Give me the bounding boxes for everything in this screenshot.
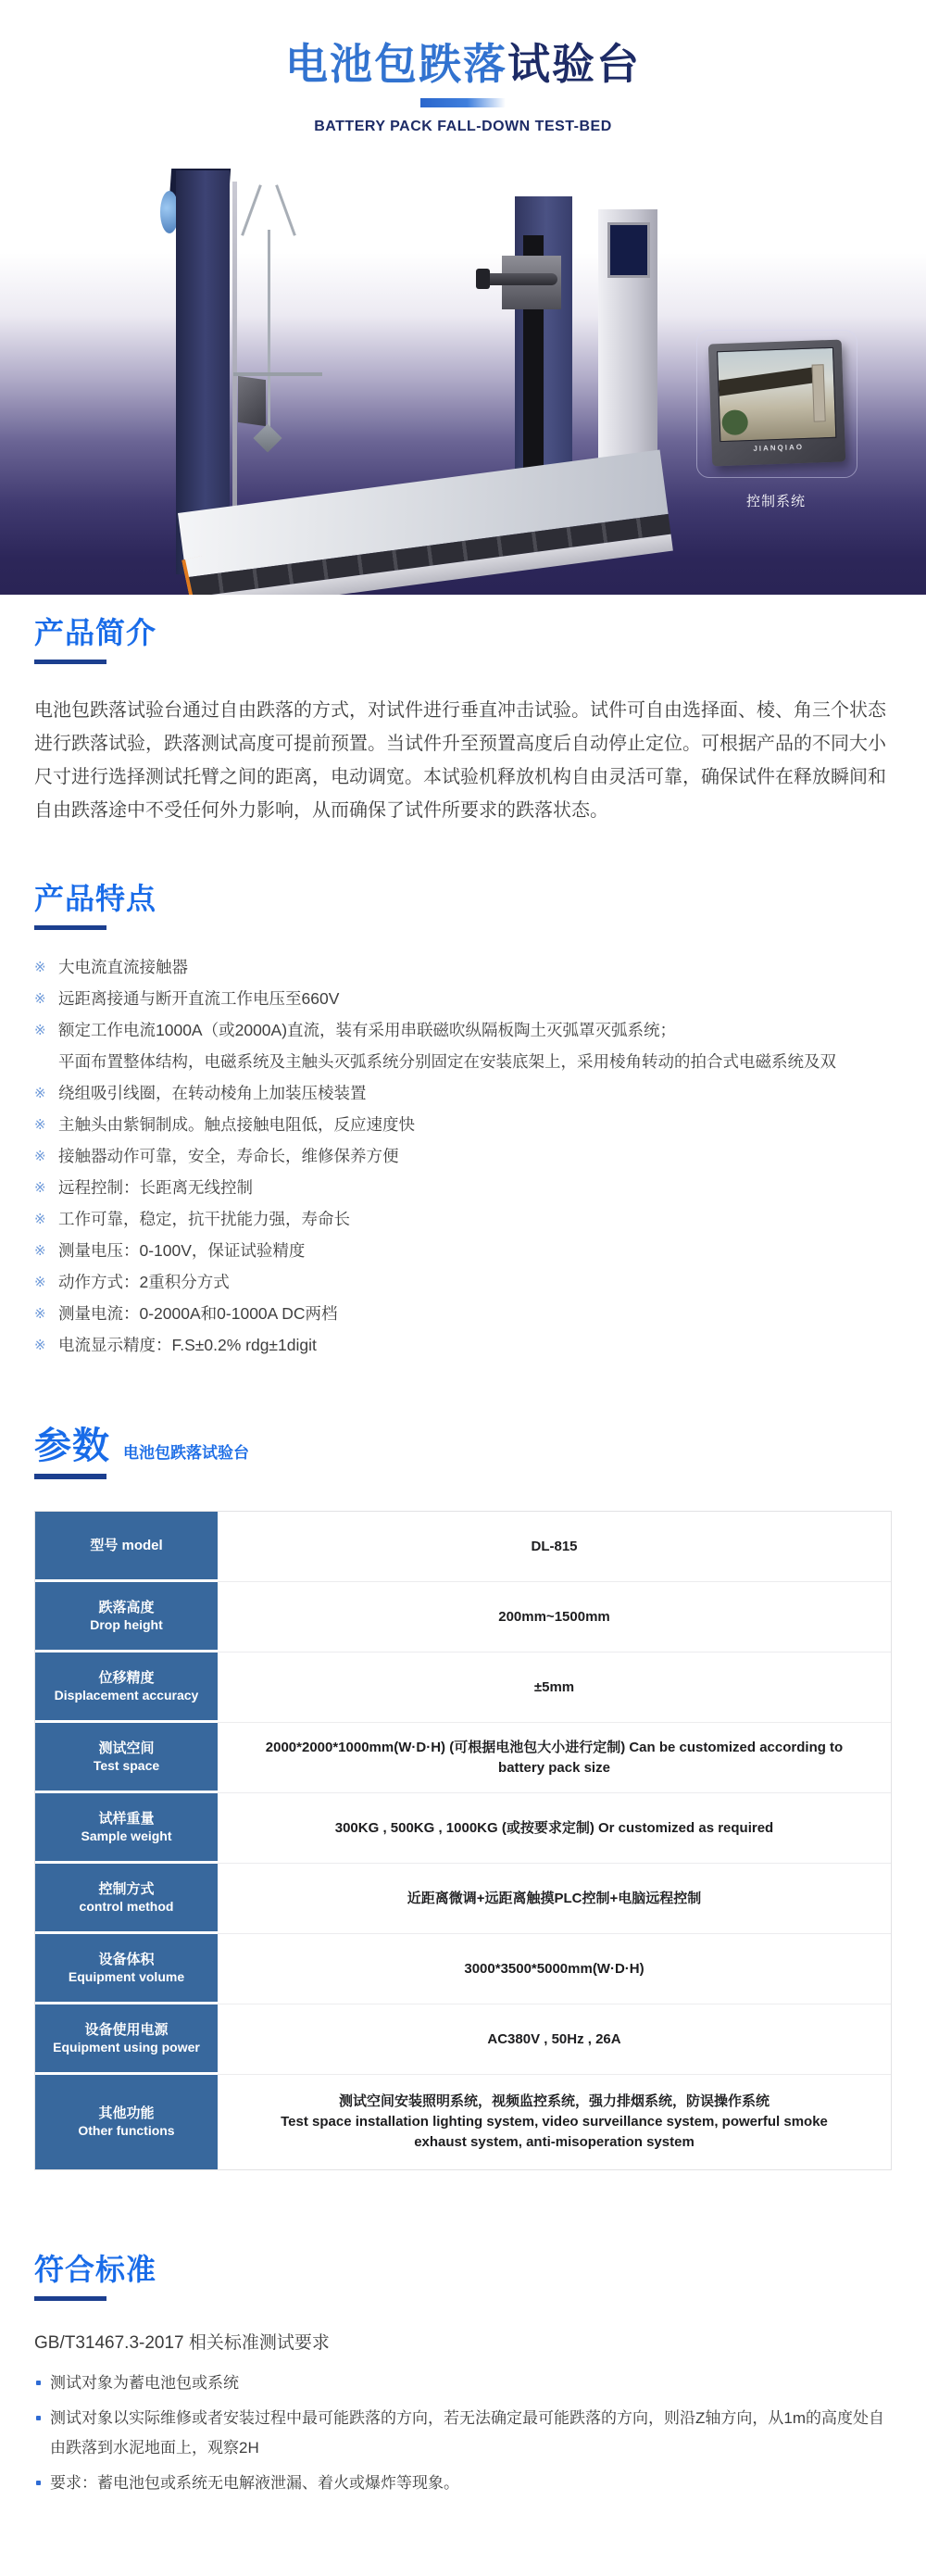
bullet-dot-icon [36, 2416, 41, 2420]
feature-marker-icon: ※ [34, 1243, 46, 1259]
feature-text: 绕组吸引线圈，在转动棱角上加装压棱装置 [58, 1084, 367, 1102]
feature-item [34, 1147, 892, 1166]
standards-underline [34, 2296, 106, 2301]
photo-bush [722, 409, 748, 435]
feature-item [34, 1336, 892, 1355]
feature-text: 动作方式：2重积分方式 [58, 1273, 230, 1291]
row-label-en: Equipment volume [68, 1968, 185, 1984]
row-value [218, 1934, 891, 2004]
title-accent-bar [420, 98, 506, 107]
table-row [35, 2004, 891, 2075]
clamp-cylinder [483, 273, 557, 285]
hanger-crossarm [233, 372, 322, 376]
row-label-en: Sample weight [81, 1828, 172, 1843]
row-value-cn: 测试空间安装照明系统，视频监控系统，强力排烟系统，防误操作系统 [338, 2093, 770, 2109]
feature-text: 主触头由紫铜制成。触点接触电阻低，反应速度快 [58, 1115, 415, 1134]
feature-item [34, 1304, 892, 1324]
standard-item [34, 2369, 892, 2398]
row-label-cn: 跌落高度 [98, 1599, 155, 1615]
feature-item [34, 1241, 892, 1261]
section-parameters [0, 1424, 926, 2170]
row-value-cn: AC380V , 50Hz , 26A [487, 2030, 621, 2047]
photo-banner [812, 364, 826, 421]
row-label-en: Equipment using power [53, 2039, 200, 2055]
feature-marker-icon: ※ [34, 1275, 46, 1290]
bullet-dot-icon [36, 2481, 41, 2485]
features-list [34, 958, 892, 1355]
control-monitor [708, 340, 846, 467]
row-value [218, 2075, 891, 2169]
page-subtitle: BATTERY PACK FALL-DOWN TEST-BED [314, 119, 612, 134]
feature-text: 平面布置整体结构，电磁系统及主触头灭弧系统分别固定在安装底架上，采用棱角转动的拍合式电磁系统及双 [58, 1052, 836, 1071]
feature-item [34, 1084, 892, 1103]
feature-marker-icon: ※ [34, 1338, 46, 1353]
row-value-cn: 200mm~1500mm [498, 1608, 610, 1625]
feature-item [34, 1210, 892, 1229]
standard-text: 测试对象以实际维修或者安装过程中最可能跌落的方向，若无法确定最可能跌落的方向，则沿Z轴方向，从1m的高度处自由跌落到水泥地面上，观察2H [50, 2409, 884, 2457]
feature-marker-icon: ※ [34, 1117, 46, 1133]
bullet-dot-icon [36, 2381, 41, 2385]
feature-marker-icon: ※ [34, 1212, 46, 1227]
feature-item [34, 1178, 892, 1198]
feature-marker-icon: ※ [34, 1180, 46, 1196]
row-label-cn: 其他功能 [98, 2105, 155, 2121]
intro-paragraph: 电池包跌落试验台通过自由跌落的方式，对试件进行垂直冲击试验。试件可自由选择面、棱、角三个状态进行跌落试验，跌落测试高度可提前预置。当试件升至预置高度后自动停止定位。可根据产品的不同大小尺寸进行选择测试托臂之间的距离，电动调宽。本试验机释放机构自由灵活可靠，确保试件在释放瞬间和自由跌落途中不受任何外力影响，从而确保了试件所要求的跌落状态。 [34, 700, 886, 821]
row-label-cn: 设备体积 [98, 1951, 155, 1967]
row-label [35, 1652, 218, 1723]
table-row [35, 1934, 891, 2004]
feature-item [34, 958, 892, 977]
page-header [0, 0, 926, 135]
feature-marker-icon: ※ [34, 991, 46, 1007]
row-value [218, 1793, 891, 1864]
row-label-cn: 试样重量 [98, 1810, 155, 1827]
standard-item [34, 2404, 892, 2463]
monitor-brand-label: JIANQIAO [753, 443, 805, 453]
feature-text: 接触器动作可靠，安全，寿命长，维修保养方便 [58, 1147, 399, 1165]
row-value-cn: 300KG , 500KG , 1000KG (或按要求定制) Or customized as required [334, 1819, 774, 1836]
row-value-cn: ±5mm [533, 1678, 575, 1695]
page-title [0, 39, 926, 89]
row-label [35, 1864, 218, 1934]
row-label [35, 1723, 218, 1793]
standard-text: 测试对象为蓄电池包或系统 [50, 2374, 239, 2392]
page-title-accent: 电池包跌落 [285, 40, 507, 88]
row-label [35, 1934, 218, 2004]
row-value [218, 1723, 891, 1793]
row-value-cn: 3000*3500*5000mm(W·D·H) [464, 1960, 644, 1977]
row-value [218, 1512, 891, 1582]
feature-text: 大电流直流接触器 [58, 958, 188, 976]
row-label-en: Test space [93, 1757, 160, 1773]
parameters-subheading: 电池包跌落试验台 [123, 1444, 249, 1462]
standards-intro: GB/T31467.3-2017 相关标准测试要求 [34, 2333, 330, 2353]
section-product-features [0, 879, 926, 1355]
row-value-cn: 近距离微调+远距离触摸PLC控制+电脑远程控制 [407, 1890, 702, 1906]
feature-item [34, 1115, 892, 1135]
section-product-intro [0, 613, 926, 827]
row-value [218, 2004, 891, 2075]
row-value-en: Test space installation lighting system, video surveillance system, powerful smoke exhaust system, anti-misoperation system [281, 2114, 828, 2150]
control-system-caption: 控制系统 [745, 494, 806, 509]
features-heading: 产品特点 [34, 882, 157, 915]
feature-item-continuation [34, 1052, 892, 1072]
row-value-cn: DL-815 [531, 1538, 578, 1554]
feature-text: 测量电压：0-100V，保证试验精度 [58, 1241, 306, 1260]
row-label [35, 1793, 218, 1864]
features-underline [34, 925, 106, 930]
row-value [218, 1652, 891, 1723]
row-label-cn: 控制方式 [98, 1880, 155, 1897]
feature-text: 额定工作电流1000A（或2000A)直流，装有采用串联磁吹纵隔板陶土灭弧罩灭弧系统； [58, 1021, 677, 1039]
hanger-arm-left [241, 184, 262, 236]
table-row [35, 1652, 891, 1723]
hanger-rod [268, 230, 270, 435]
hanger-arm-right [275, 184, 296, 236]
row-value [218, 1864, 891, 1934]
standards-heading: 符合标准 [34, 2253, 157, 2286]
feature-text: 远程控制：长距离无线控制 [58, 1178, 253, 1197]
row-label-cn: 测试空间 [98, 1740, 155, 1756]
standard-item [34, 2469, 892, 2498]
parameters-underline [34, 1474, 106, 1479]
parameters-table [34, 1511, 892, 2170]
row-label [35, 2075, 218, 2169]
feature-marker-icon: ※ [34, 1306, 46, 1322]
feature-marker-icon: ※ [34, 1086, 46, 1101]
row-label-cn: 位移精度 [98, 1669, 155, 1686]
page-title-rest: 试验台 [507, 40, 641, 88]
row-value-cn: 2000*2000*1000mm(W·D·H) (可根据电池包大小进行定制) Can be customized according to battery pack size [265, 1739, 844, 1776]
product-hero-image [0, 145, 926, 595]
parameters-heading-row [34, 1424, 892, 1468]
hanger-pendant [253, 423, 282, 452]
feature-marker-icon: ※ [34, 960, 46, 975]
row-label-en: control method [79, 1898, 174, 1914]
row-label-en: Drop height [90, 1616, 163, 1632]
feature-item [34, 1021, 892, 1040]
intro-heading: 产品简介 [34, 616, 157, 649]
row-label-cn: 设备使用电源 [84, 2021, 169, 2038]
intro-underline [34, 660, 106, 664]
pedestal-screen [607, 222, 650, 278]
table-row [35, 1864, 891, 1934]
table-row [35, 1723, 891, 1793]
section-standards [0, 2250, 926, 2498]
clamp-cylinder-knob [476, 269, 490, 289]
feature-item [34, 989, 892, 1009]
feature-text: 电流显示精度：F.S±0.2% rdg±1digit [58, 1336, 317, 1354]
hanger-clamp-plate [238, 376, 266, 426]
row-label-cn: 型号 model [90, 1538, 163, 1553]
row-label [35, 1582, 218, 1652]
feature-text: 测量电流：0-2000A和0-1000A DC两档 [58, 1304, 338, 1323]
feature-item [34, 1273, 892, 1292]
control-monitor-callout [696, 330, 857, 478]
table-row [35, 1793, 891, 1864]
feature-text: 远距离接通与断开直流工作电压至660V [58, 989, 340, 1008]
row-value [218, 1582, 891, 1652]
row-label [35, 1512, 218, 1582]
row-label-en: Other functions [78, 2123, 175, 2138]
row-label [35, 2004, 218, 2075]
photo-awning [719, 367, 818, 396]
standard-text: 要求：蓄电池包或系统无电解液泄漏、着火或爆炸等现象。 [50, 2474, 459, 2492]
parameters-heading: 参数 [34, 1426, 110, 1466]
table-row [35, 1512, 891, 1582]
feature-marker-icon: ※ [34, 1023, 46, 1038]
table-row [35, 2075, 891, 2169]
feature-marker-icon: ※ [34, 1149, 46, 1164]
monitor-screen-photo [717, 347, 836, 442]
row-label-en: Displacement accuracy [54, 1687, 199, 1703]
feature-text: 工作可靠，稳定，抗干扰能力强，寿命长 [58, 1210, 350, 1228]
table-row [35, 1582, 891, 1652]
standards-list [34, 2369, 892, 2498]
